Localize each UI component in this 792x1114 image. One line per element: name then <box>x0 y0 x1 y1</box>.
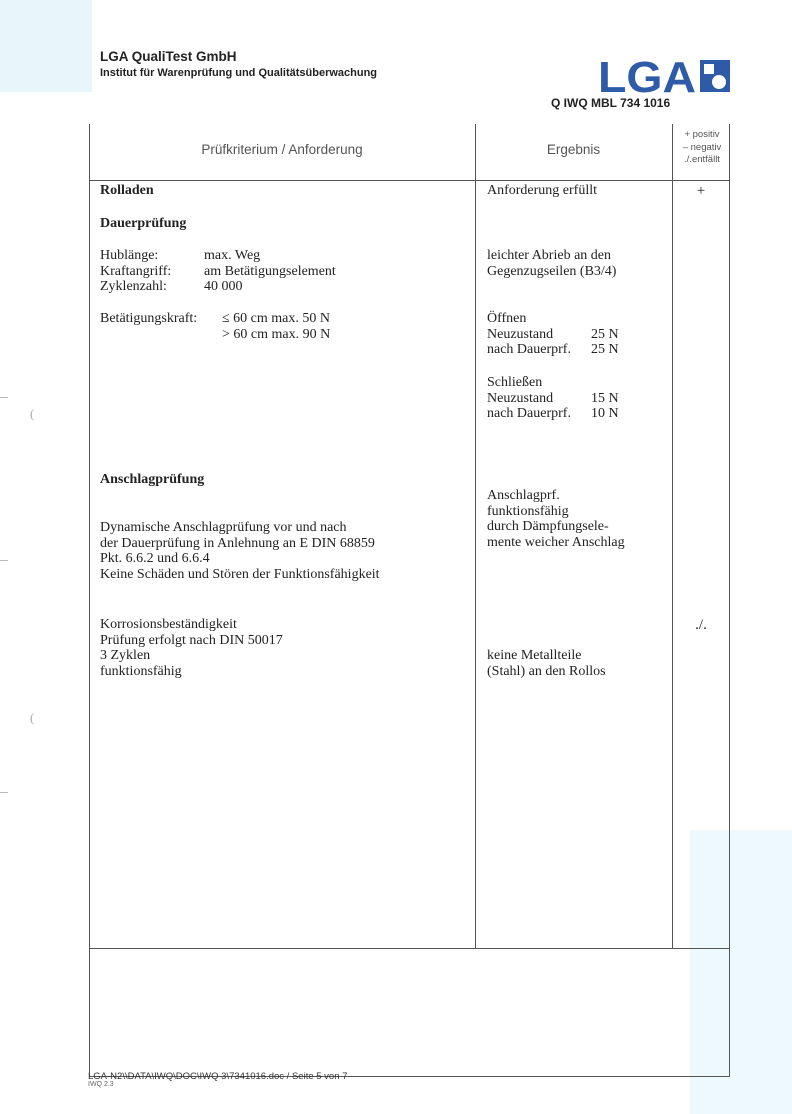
force-values <box>222 311 330 342</box>
param-label: Zyklenzahl: <box>100 279 167 294</box>
description-line: der Dauerprüfung in Anlehnung an E DIN 68859 <box>100 535 375 551</box>
description-line: Pkt. 6.6.2 und 6.6.4 <box>100 551 210 566</box>
anschlag-description <box>100 520 470 582</box>
column-header-criterion: Prüfkriterium / Anforderung <box>201 142 363 157</box>
document-reference: Q IWQ MBL 734 1016 <box>551 96 671 110</box>
table-divider-mark <box>672 124 673 948</box>
section-title-dauerpruefung: Dauerprüfung <box>100 216 187 231</box>
column-header-result: Ergebnis <box>546 142 601 157</box>
section-title-rolladen: Rolladen <box>100 183 154 198</box>
table-border-left <box>89 124 90 1077</box>
footer-file-path: LGA-N2\\DATA\IWQ\DOC\IWQ 3\7341016.doc / Seite 5 von 7 <box>88 1071 348 1082</box>
force-line: ≤ 60 cm max. 50 N <box>222 311 331 326</box>
result-row-label: Neuzustand <box>487 326 554 342</box>
result-row <box>487 327 667 343</box>
result-line: leichter Abrieb an den <box>487 248 612 263</box>
param-row <box>100 279 336 295</box>
company-name: LGA QualiTest GmbH <box>100 49 237 64</box>
lga-logo <box>598 56 734 96</box>
param-label: Hublänge: <box>100 248 159 263</box>
result-row <box>487 391 667 407</box>
result-rolladen: Anforderung erfüllt <box>487 183 598 198</box>
result-row-label: Neuzustand <box>487 390 554 406</box>
result-oeffnen <box>487 311 667 358</box>
result-schliessen <box>487 375 667 422</box>
mark-rolladen: + <box>696 183 706 199</box>
fold-mark <box>0 397 8 398</box>
fold-mark <box>0 560 8 561</box>
watermark-corner <box>0 0 92 92</box>
punch-hole-mark: ( <box>30 406 35 421</box>
punch-hole-mark: ( <box>30 710 35 725</box>
section-title-anschlagpruefung: Anschlagprüfung <box>100 472 205 487</box>
description-line: 3 Zyklen <box>100 648 151 663</box>
result-line: keine Metallteile <box>487 648 582 663</box>
result-korrosion <box>487 648 667 679</box>
watermark-logo-strip <box>690 830 792 1114</box>
result-row-label: nach Dauerprf. <box>487 406 571 421</box>
description-line: Prüfung erfolgt nach DIN 50017 <box>100 632 283 648</box>
result-dauerpruefung <box>487 248 616 279</box>
result-row-value: 15 N <box>591 390 619 406</box>
column-header-legend <box>674 129 730 167</box>
force-line: > 60 cm max. 90 N <box>222 326 331 342</box>
mark-korrosion: ./. <box>695 617 707 633</box>
table-divider-result <box>475 124 476 948</box>
table-bottom-rule <box>89 948 730 949</box>
table-border-right <box>729 124 730 1077</box>
description-line: funktionsfähig <box>100 663 182 679</box>
legend-positive: + positiv <box>684 129 720 140</box>
description-line: Keine Schäden und Stören der Funktionsfähigkeit <box>100 566 380 582</box>
description-line: Korrosionsbeständigkeit <box>100 617 237 632</box>
param-row <box>100 248 336 264</box>
table-header-rule <box>89 180 730 181</box>
result-line: Anschlagprf. <box>487 488 560 503</box>
result-subtitle: Öffnen <box>487 311 527 326</box>
param-value: max. Weg <box>204 248 261 263</box>
lga-logo-text: LGA <box>598 56 696 96</box>
legend-negative: – negativ <box>682 141 722 153</box>
result-row <box>487 406 667 422</box>
dauer-params <box>100 248 336 295</box>
param-row <box>100 264 336 280</box>
result-line: mente weicher Anschlag <box>487 534 625 550</box>
result-row-value: 25 N <box>591 326 619 342</box>
result-line: funktionsfähig <box>487 503 569 519</box>
result-line: Gegenzugseilen (B3/4) <box>487 263 617 279</box>
footer-form-id: IWQ 2.3 <box>88 1081 114 1088</box>
result-row <box>487 342 667 358</box>
description-line: Dynamische Anschlagprüfung vor und nach <box>100 520 347 535</box>
korrosion-description <box>100 617 470 679</box>
param-value: 40 000 <box>204 279 243 294</box>
institute-name: Institut für Warenprüfung und Qualitätsüberwachung <box>100 67 378 79</box>
result-subtitle: Schließen <box>487 375 543 390</box>
param-value: am Betätigungselement <box>204 263 336 279</box>
force-label: Betätigungskraft: <box>100 311 198 326</box>
result-row-value: 25 N <box>591 342 619 357</box>
result-row-value: 10 N <box>591 406 619 421</box>
legend-not-applicable: ./.entfällt <box>684 154 720 165</box>
result-anschlagpruefung <box>487 488 667 550</box>
result-row-label: nach Dauerprf. <box>487 342 571 357</box>
result-line: (Stahl) an den Rollos <box>487 663 606 679</box>
param-label: Kraftangriff: <box>100 263 172 279</box>
fold-mark <box>0 792 8 793</box>
result-line: durch Dämpfungsele- <box>487 519 609 534</box>
